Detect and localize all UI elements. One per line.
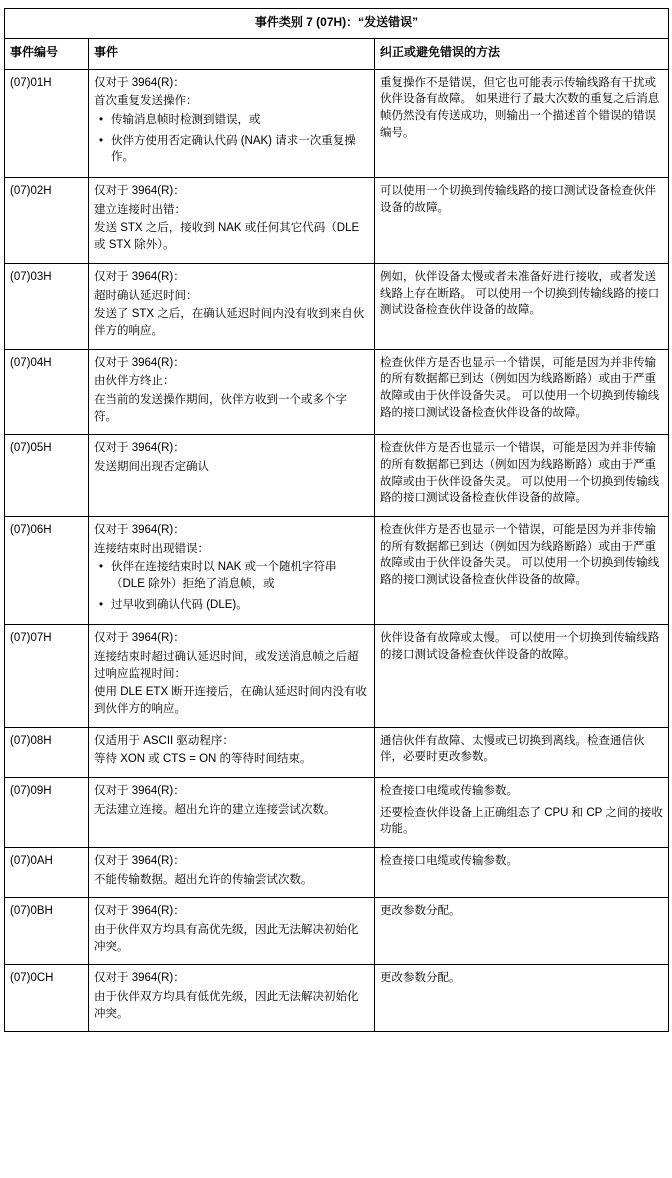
table-row [5,965,669,1032]
remedy-cell [375,727,669,777]
event-id-cell: (07)03H [5,263,89,349]
event-line: 无法建立连接。超出允许的建立连接尝试次数。 [94,803,336,816]
event-id-cell: (07)02H [5,178,89,264]
column-header-event: 事件 [89,39,375,69]
event-description-cell [89,263,375,349]
event-id-cell: (07)07H [5,625,89,727]
event-description-cell [89,435,375,517]
event-description-cell [89,69,375,177]
event-line: 仅对于 3964(R)： [94,905,185,918]
remedy-line: 检查伙伴方是否也显示一个错误，可能是因为并非传输的所有数据都已到达（例如因为线路断路）或由于严重故障或由于伙伴设备失灵。 可以使用一个切换到传输线路的接口测试设备检查伙伴设备的故障。 [380,356,660,419]
remedy-line: 检查接口电缆或传输参数。 [380,854,518,867]
remedy-line: 重复操作不是错误，但它也可能表示传输线路有干扰或伙伴设备有故障。 如果进行了最大次数的重复之后消息帧仍然没有传送成功，则输出一个描述首个错误的错误编号。 [380,76,660,139]
table-row [5,727,669,777]
remedy-cell [375,435,669,517]
event-id-cell: (07)06H [5,516,89,624]
remedy-cell [375,516,669,624]
remedy-line: 检查接口电缆或传输参数。 [380,784,518,797]
event-bullet-list [94,559,369,613]
event-line: 超时确认延迟时间： [94,289,198,302]
event-line: 仅对于 3964(R)： [94,185,185,198]
event-line: 使用 DLE ETX 断开连接后，在确认延迟时间内没有收到伙伴方的响应。 [94,686,367,715]
table-row [5,263,669,349]
list-item: • 传输消息帧时检测到错误，或 [111,112,369,129]
remedy-cell [375,777,669,847]
event-description-cell [89,965,375,1032]
event-description-cell [89,625,375,727]
column-header-id: 事件编号 [5,39,89,69]
event-line: 仅对于 3964(R)： [94,442,185,455]
remedy-line: 通信伙伴有故障、太慢或已切换到离线。检查通信伙伴，必要时更改参数。 [380,734,645,764]
event-line: 不能传输数据。超出允许的传输尝试次数。 [94,873,313,886]
remedy-line: 检查伙伴方是否也显示一个错误，可能是因为并非传输的所有数据都已到达（例如因为线路断路）或由于严重故障或由于伙伴设备失灵。 可以使用一个切换到传输线路的接口测试设备检查伙伴设备的故障。 [380,442,660,505]
table-row [5,516,669,624]
event-description-cell [89,349,375,435]
event-line: 发送期间出现否定确认 [94,460,209,473]
remedy-line: 伙伴设备有故障或太慢。 可以使用一个切换到传输线路的接口测试设备检查伙伴设备的故障。 [380,632,660,661]
event-description-cell [89,516,375,624]
table-row [5,178,669,264]
event-id-cell: (07)0BH [5,898,89,965]
event-line: 由于伙伴双方均具有高优先级，因此无法解决初始化冲突。 [94,923,359,953]
remedy-line: 还要检查伙伴设备上正确组态了 CPU 和 CP 之间的接收功能。 [380,806,663,836]
table-title: 事件类别 7 (07H)：“发送错误” [5,9,669,39]
event-line: 首次重复发送操作： [94,95,198,108]
event-id-cell: (07)05H [5,435,89,517]
table-row [5,898,669,965]
event-id-cell: (07)01H [5,69,89,177]
event-description-cell [89,847,375,897]
event-description-cell [89,727,375,777]
list-item: • 伙伴在连接结束时以 NAK 或一个随机字符串（DLE 除外）拒绝了消息帧，或 [111,559,369,592]
remedy-line: 检查伙伴方是否也显示一个错误，可能是因为并非传输的所有数据都已到达（例如因为线路断路）或由于严重故障或由于伙伴设备失灵。 可以使用一个切换到传输线路的接口测试设备检查伙伴设备的故障。 [380,523,660,586]
event-line: 等待 XON 或 CTS = ON 的等待时间结束。 [94,753,312,766]
event-description-cell [89,178,375,264]
table-header-row [5,39,669,69]
event-table [4,8,669,1032]
event-line: 仅对于 3964(R)： [94,356,185,369]
event-line: 仅对于 3964(R)： [94,854,185,867]
list-item: • 伙伴方使用否定确认代码 (NAK) 请求一次重复操作。 [111,133,369,166]
event-id-cell: (07)04H [5,349,89,435]
event-line: 连接结束时超过确认延迟时间，或发送消息帧之后超过响应监视时间： [94,650,359,680]
event-description-cell [89,777,375,847]
event-line: 发送 STX 之后，接收到 NAK 或任何其它代码（DLE 或 STX 除外）。 [94,222,360,252]
table-row [5,847,669,897]
event-line: 仅对于 3964(R)： [94,784,185,797]
table-row [5,625,669,727]
event-line: 仅对于 3964(R)： [94,270,185,283]
event-line: 连接结束时出现错误： [94,542,209,555]
table-row [5,777,669,847]
event-table-body [5,9,669,1032]
remedy-line: 可以使用一个切换到传输线路的接口测试设备检查伙伴设备的故障。 [380,185,656,214]
event-id-cell: (07)09H [5,777,89,847]
remedy-cell [375,625,669,727]
remedy-cell [375,263,669,349]
event-line: 在当前的发送操作期间，伙伴方收到一个或多个字符。 [94,393,347,423]
event-line: 建立连接时出错： [94,203,186,216]
event-line: 仅对于 3964(R)： [94,76,185,89]
column-header-remedy: 纠正或避免错误的方法 [375,39,669,69]
event-line: 由伙伴方终止： [94,375,175,388]
event-line: 由于伙伴双方均具有低优先级，因此无法解决初始化冲突。 [94,991,359,1020]
event-id-cell: (07)08H [5,727,89,777]
event-id-cell: (07)0CH [5,965,89,1032]
table-row [5,69,669,177]
table-title-row [5,9,669,39]
table-row [5,349,669,435]
remedy-cell [375,349,669,435]
remedy-cell [375,898,669,965]
remedy-line: 例如，伙伴设备太慢或者未准备好进行接收，或者发送线路上存在断路。 可以使用一个切换到传输线路的接口测试设备检查伙伴设备的故障。 [380,270,660,317]
event-line: 发送了 STX 之后，在确认延迟时间内没有收到来自伙伴方的响应。 [94,308,365,337]
event-line: 仅适用于 ASCII 驱动程序： [94,734,234,747]
remedy-line: 更改参数分配。 [380,972,461,985]
event-line: 仅对于 3964(R)： [94,632,185,645]
remedy-line: 更改参数分配。 [380,905,461,918]
event-bullet-list [94,112,369,166]
remedy-cell [375,178,669,264]
remedy-cell [375,69,669,177]
event-description-cell [89,898,375,965]
table-row [5,435,669,517]
remedy-cell [375,847,669,897]
list-item: • 过早收到确认代码 (DLE)。 [111,597,369,614]
remedy-cell [375,965,669,1032]
event-line: 仅对于 3964(R)： [94,523,185,536]
event-id-cell: (07)0AH [5,847,89,897]
event-line: 仅对于 3964(R)： [94,972,185,985]
